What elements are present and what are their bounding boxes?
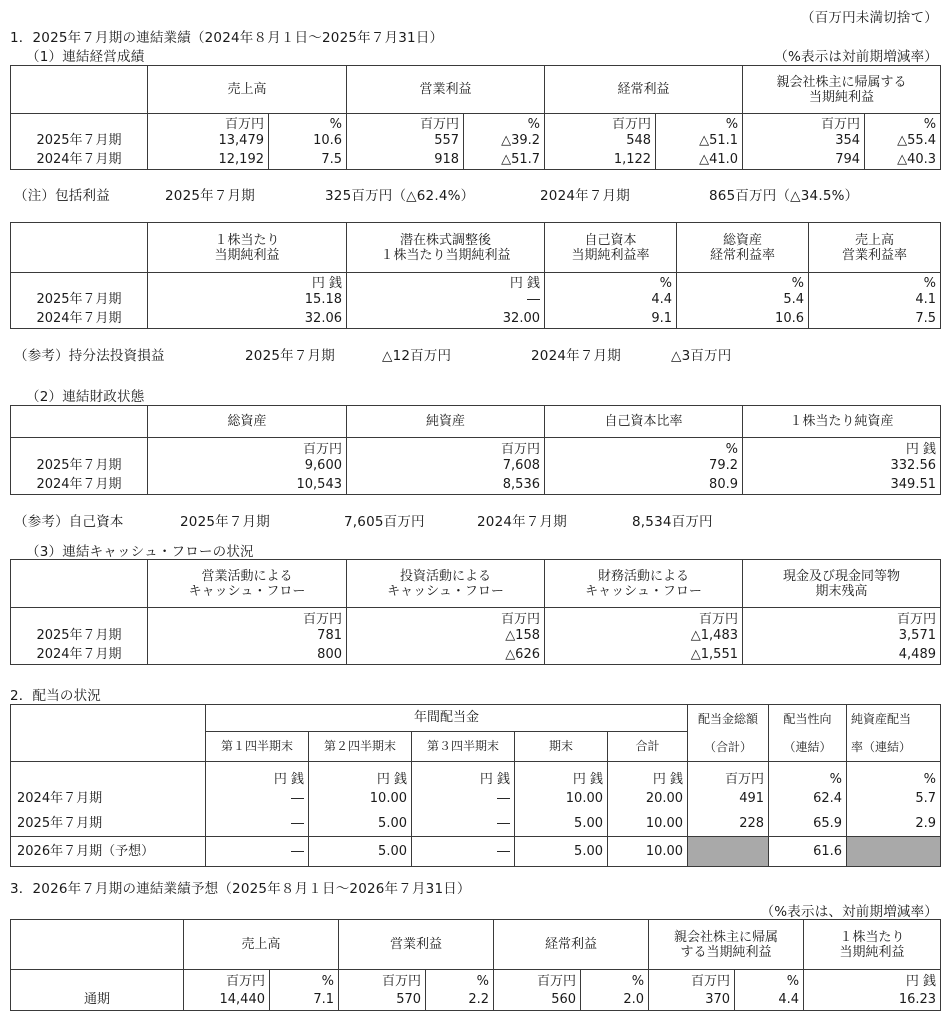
cell: 2.0 (581, 989, 649, 1011)
cell: 32.00 (347, 309, 545, 329)
cell: 781 (148, 627, 347, 645)
header-equity-ratio: 自己資本比率 (545, 406, 743, 438)
table-row (11, 645, 941, 665)
forecast-row (11, 837, 941, 867)
header-q1: 第１四半期末 (206, 731, 309, 761)
header-ordinary-income: 経常利益 (494, 920, 649, 970)
table-row (11, 811, 941, 837)
dividends-table (10, 704, 941, 867)
row-label-blank (11, 970, 184, 989)
unit: 百万円 (494, 970, 581, 989)
unit: % (464, 114, 545, 132)
cell: 7.5 (269, 150, 347, 170)
header-bps: １株当たり純資産 (743, 406, 941, 438)
unit: % (581, 970, 649, 989)
unit: 円 銭 (309, 762, 412, 787)
cell: 370 (649, 989, 735, 1011)
header-eps: １株当たり 当期純利益 (804, 920, 941, 970)
cell: 5.7 (847, 787, 941, 811)
cell: △1,551 (545, 645, 743, 665)
cell: 918 (347, 150, 464, 170)
note-label: （参考）自己資本 (14, 514, 124, 530)
header-q3: 第３四半期末 (412, 731, 515, 761)
row-label: 通期 (11, 989, 184, 1011)
header-doe: 純資産配当 率（連結） (847, 705, 941, 762)
cell: 16.23 (804, 989, 941, 1011)
header-annual-dividend: 年間配当金 (206, 705, 688, 732)
row-label: 2025年７月期 (11, 291, 148, 309)
header-roa: 総資産 経常利益率 (677, 223, 809, 273)
cell: 7,608 (347, 457, 545, 475)
cell: 5.00 (515, 837, 608, 867)
cell: △1,483 (545, 627, 743, 645)
header-net-income: 親会社株主に帰属 する当期純利益 (649, 920, 804, 970)
corner-cell (11, 406, 148, 438)
unit: 百万円 (688, 762, 769, 787)
row-label-blank (11, 762, 206, 787)
unit: % (809, 273, 941, 291)
table-row (11, 989, 941, 1011)
cell: 12,192 (148, 150, 269, 170)
unit: 円 銭 (148, 273, 347, 291)
cell: 4.4 (735, 989, 804, 1011)
unit: 円 銭 (515, 762, 608, 787)
row-label: 2024年７月期 (11, 309, 148, 329)
cell: 5.4 (677, 291, 809, 309)
cell: △40.3 (865, 150, 941, 170)
cell: 10.00 (515, 787, 608, 811)
cell: 7.5 (809, 309, 941, 329)
header-sales: 売上高 (184, 920, 339, 970)
table-row (11, 457, 941, 475)
row-label: 2024年７月期 (11, 150, 148, 170)
cell: 80.9 (545, 475, 743, 495)
header-operating-cf: 営業活動による キャッシュ・フロー (148, 560, 347, 608)
cash-flow-table (10, 559, 941, 665)
header-total-dividend: 配当金総額 （合計） (688, 705, 769, 762)
grey-cell (847, 837, 941, 867)
row-label: 2025年７月期 (11, 627, 148, 645)
header-cash-end: 現金及び現金同等物 期末残高 (743, 560, 941, 608)
cell: 3,571 (743, 627, 941, 645)
cell: △51.7 (464, 150, 545, 170)
cell: 4.1 (809, 291, 941, 309)
cell: △51.1 (656, 132, 743, 150)
cell: 10.00 (309, 787, 412, 811)
header-total-assets: 総資産 (148, 406, 347, 438)
cell: 2.2 (426, 989, 494, 1011)
cell: 10.00 (608, 811, 688, 837)
row-label: 2025年７月期 (11, 457, 148, 475)
header-net-assets: 純資産 (347, 406, 545, 438)
corner-cell (11, 920, 184, 970)
cell: 1,122 (545, 150, 656, 170)
unit: % (769, 762, 847, 787)
cell: 10.00 (608, 837, 688, 867)
note-value2: 865百万円（△34.5%） (709, 188, 859, 204)
row-label-blank (11, 608, 148, 627)
header-payout-ratio: 配当性向 （連結） (769, 705, 847, 762)
unit: 円 銭 (206, 762, 309, 787)
cell: △158 (347, 627, 545, 645)
note-year1: 2025年７月期 (245, 348, 335, 364)
table-row (11, 627, 941, 645)
unit: % (545, 438, 743, 457)
cell: 4.4 (545, 291, 677, 309)
cell: 8,536 (347, 475, 545, 495)
unit: 百万円 (545, 114, 656, 132)
section1-title: 1．2025年７月期の連結業績（2024年８月１日～2025年７月31日） (10, 30, 444, 46)
cell: 10.6 (677, 309, 809, 329)
note-year1: 2025年７月期 (180, 514, 270, 530)
header-net-income: 親会社株主に帰属する 当期純利益 (743, 66, 941, 114)
cell: 332.56 (743, 457, 941, 475)
sub3-title: （3）連結キャッシュ・フローの状況 (26, 544, 254, 560)
cell: 13,479 (148, 132, 269, 150)
cell: 570 (339, 989, 426, 1011)
cell: 5.00 (309, 837, 412, 867)
unit: 百万円 (148, 438, 347, 457)
sub1-title: （1）連結経営成績 (26, 49, 145, 65)
table-row (11, 787, 941, 811)
table-row (11, 309, 941, 329)
unit-note: （百万円未満切捨て） (801, 10, 938, 26)
unit: % (677, 273, 809, 291)
cell: 15.18 (148, 291, 347, 309)
cell: 349.51 (743, 475, 941, 495)
unit: 百万円 (148, 608, 347, 627)
cell: ― (347, 291, 545, 309)
header-ordinary-income: 経常利益 (545, 66, 743, 114)
cell: 560 (494, 989, 581, 1011)
sub1-note: （%表示は対前期増減率） (774, 49, 938, 65)
forecast-table (10, 919, 941, 1011)
header-total: 合計 (608, 731, 688, 761)
cell: 79.2 (545, 457, 743, 475)
cell: 800 (148, 645, 347, 665)
header-sales: 売上高 (148, 66, 347, 114)
unit: 円 銭 (412, 762, 515, 787)
section2-title: 2．配当の状況 (10, 688, 101, 704)
operating-results-table (10, 65, 941, 170)
cell: 9.1 (545, 309, 677, 329)
cell: 20.00 (608, 787, 688, 811)
section3-note: （%表示は、対前期増減率） (760, 904, 938, 920)
header-op-margin: 売上高 営業利益率 (809, 223, 941, 273)
sub2-title: （2）連結財政状態 (26, 389, 145, 405)
cell: 7.1 (270, 989, 339, 1011)
header-operating-income: 営業利益 (339, 920, 494, 970)
cell: 62.4 (769, 787, 847, 811)
header-financing-cf: 財務活動による キャッシュ・フロー (545, 560, 743, 608)
unit: 円 銭 (804, 970, 941, 989)
unit: % (426, 970, 494, 989)
cell: ― (412, 811, 515, 837)
cell: △39.2 (464, 132, 545, 150)
header-year-end: 期末 (515, 731, 608, 761)
row-label: 2024年７月期 (11, 645, 148, 665)
header-diluted-eps: 潜在株式調整後 １株当たり当期純利益 (347, 223, 545, 273)
cell: 354 (743, 132, 865, 150)
unit: % (847, 762, 941, 787)
header-roe: 自己資本 当期純利益率 (545, 223, 677, 273)
note-value2: △3百万円 (671, 348, 732, 364)
header-investing-cf: 投資活動による キャッシュ・フロー (347, 560, 545, 608)
cell: 10.6 (269, 132, 347, 150)
cell: ― (206, 787, 309, 811)
unit: 百万円 (148, 114, 269, 132)
unit: 百万円 (184, 970, 270, 989)
cell: 794 (743, 150, 865, 170)
cell: 4,489 (743, 645, 941, 665)
unit: 百万円 (649, 970, 735, 989)
cell: ― (206, 837, 309, 867)
corner-cell (11, 223, 148, 273)
cell: 5.00 (309, 811, 412, 837)
note-year1: 2025年７月期 (165, 188, 255, 204)
unit: 百万円 (743, 608, 941, 627)
unit: % (269, 114, 347, 132)
note-year2: 2024年７月期 (477, 514, 567, 530)
cell: 32.06 (148, 309, 347, 329)
row-label: 2025年７月期 (11, 132, 148, 150)
cell: 491 (688, 787, 769, 811)
unit: % (656, 114, 743, 132)
table-row (11, 150, 941, 170)
cell: △626 (347, 645, 545, 665)
table-row (11, 475, 941, 495)
grey-cell (688, 837, 769, 867)
unit: 百万円 (347, 608, 545, 627)
corner-cell (11, 705, 206, 762)
cell: 9,600 (148, 457, 347, 475)
row-label-blank (11, 114, 148, 132)
note-year2: 2024年７月期 (540, 188, 630, 204)
unit: 百万円 (347, 114, 464, 132)
unit: % (270, 970, 339, 989)
cell: △41.0 (656, 150, 743, 170)
cell: 14,440 (184, 989, 270, 1011)
row-label: 2024年７月期 (11, 787, 206, 811)
note-value2: 8,534百万円 (632, 514, 713, 530)
header-q2: 第２四半期末 (309, 731, 412, 761)
note-value1: 325百万円（△62.4%） (325, 188, 475, 204)
row-label-blank (11, 273, 148, 291)
cell: ― (206, 811, 309, 837)
corner-cell (11, 66, 148, 114)
cell: ― (412, 837, 515, 867)
corner-cell (11, 560, 148, 608)
header-eps: １株当たり 当期純利益 (148, 223, 347, 273)
note-label: （参考）持分法投資損益 (14, 348, 165, 364)
note-label: （注）包括利益 (14, 188, 110, 204)
cell: 10,543 (148, 475, 347, 495)
financial-position-table (10, 405, 941, 495)
cell: 65.9 (769, 811, 847, 837)
header-operating-income: 営業利益 (347, 66, 545, 114)
note-value1: 7,605百万円 (344, 514, 425, 530)
note-year2: 2024年７月期 (531, 348, 621, 364)
section3-title: 3．2026年７月期の連結業績予想（2025年８月１日～2026年７月31日） (10, 881, 471, 897)
unit: % (735, 970, 804, 989)
unit: 百万円 (339, 970, 426, 989)
cell: 228 (688, 811, 769, 837)
row-label: 2025年７月期 (11, 811, 206, 837)
unit: 円 銭 (347, 273, 545, 291)
unit: % (865, 114, 941, 132)
table-row (11, 132, 941, 150)
cell: 557 (347, 132, 464, 150)
cell: 548 (545, 132, 656, 150)
cell: 2.9 (847, 811, 941, 837)
unit: 円 銭 (743, 438, 941, 457)
row-label: 2026年７月期（予想） (11, 837, 206, 867)
cell: △55.4 (865, 132, 941, 150)
row-label-blank (11, 438, 148, 457)
per-share-table (10, 222, 941, 329)
table-row (11, 291, 941, 309)
cell: 61.6 (769, 837, 847, 867)
cell: ― (412, 787, 515, 811)
note-value1: △12百万円 (382, 348, 452, 364)
unit: 百万円 (347, 438, 545, 457)
cell: 5.00 (515, 811, 608, 837)
unit: % (545, 273, 677, 291)
row-label: 2024年７月期 (11, 475, 148, 495)
unit: 円 銭 (608, 762, 688, 787)
unit: 百万円 (743, 114, 865, 132)
unit: 百万円 (545, 608, 743, 627)
